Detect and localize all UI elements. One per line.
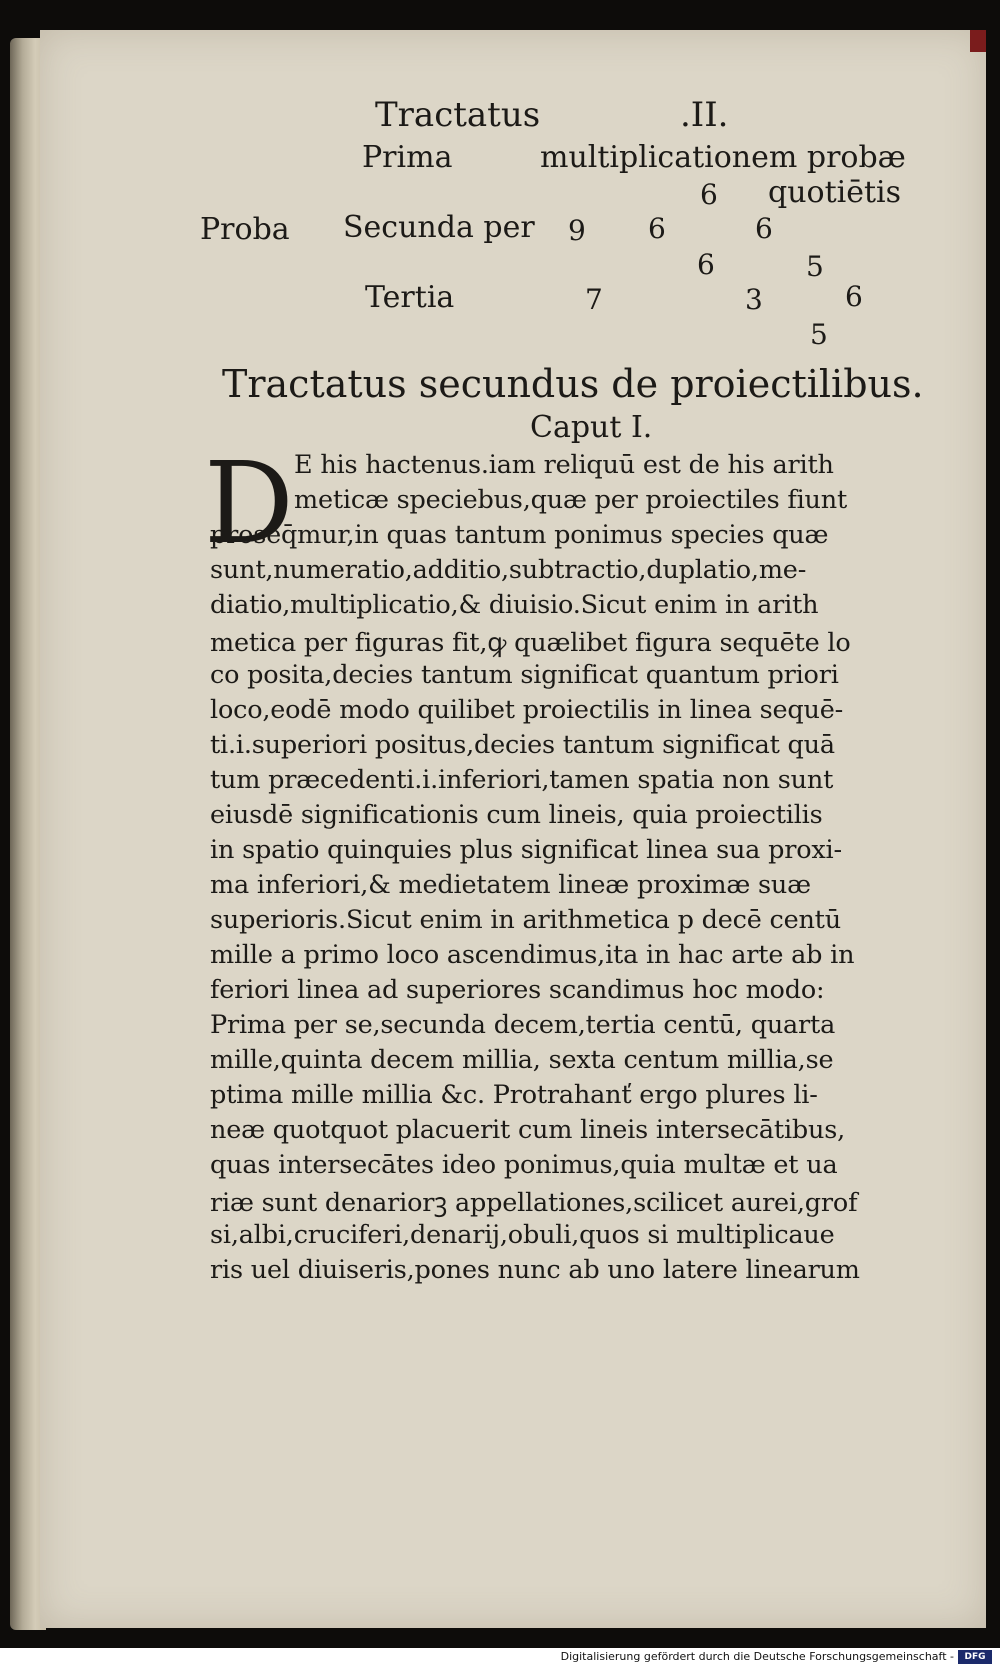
body-line: mille a primo loco ascendimus,ita in hac arte ab in [210,940,855,970]
body-line: eiusdē significationis cum lineis, quia proiectilis [210,800,823,830]
proba-digit: 5 [806,250,824,283]
body-line: ptima mille millia &c. Protrahanť ergo plures li- [210,1080,818,1110]
body-line: si,albi,cruciferi,denarij,obuli,quos si multiplicaue [210,1220,835,1250]
drop-cap: D [204,439,294,569]
body-line: in spatio quinquies plus significat linea sua proxi- [210,835,842,865]
proba-margin-label: Proba [200,212,290,247]
proba-row3-label: Tertia [365,280,455,315]
body-line: neæ quotquot placuerit cum lineis intersecātibus, [210,1115,846,1145]
body-line: mille,quinta decem millia, sexta centum millia,se [210,1045,834,1075]
body-line: meticæ speciebus,quæ per proiectiles fiunt [294,485,848,515]
proba-quotiens: quotiētis [768,175,902,210]
body-line: ris uel diuiseris,pones nunc ab uno latere linearum [210,1255,860,1285]
body-line: ma inferiori,& medietatem lineæ proximæ suæ [210,870,811,900]
proba-digit: 6 [648,212,666,245]
proba-digit: 6 [845,280,863,313]
proba-digit: 7 [585,283,603,316]
body-line: superioris.Sicut enim in arithmetica p decē centū [210,905,841,935]
proba-row1-text: multiplicationem probæ [540,140,906,175]
proba-digit: 5 [810,318,828,351]
body-line: sunt,numeratio,additio,subtractio,duplatio,me- [210,555,807,585]
page-number: .II. [680,95,729,135]
body-line: metica per figuras fit,ꝙ quælibet figura sequēte lo [210,628,851,658]
chapter-heading: Caput I. [530,410,653,445]
body-line: feriori linea ad superiores scandimus hoc modo: [210,975,825,1005]
running-title: Tractatus [375,95,541,135]
body-line: Prima per se,secunda decem,tertia centū, quarta [210,1010,836,1040]
proba-row2-label: Secunda per [343,210,535,245]
body-line: E his hactenus.iam reliquū est de his arith [294,450,834,480]
body-line: quas intersecātes ideo ponimus,quia multæ et ua [210,1150,838,1180]
body-line: riæ sunt denariorꝫ appellationes,scilicet aurei,grof [210,1188,858,1218]
body-line: proseq̄mur,in quas tantum ponimus species quæ [210,520,829,550]
body-line: ti.i.superiori positus,decies tantum significat quā [210,730,835,760]
proba-row1-label: Prima [362,140,453,175]
body-line: loco,eodē modo quilibet proiectilis in linea sequē- [210,695,844,725]
body-line: diatio,multiplicatio,& diuisio.Sicut enim in arith [210,590,819,620]
footer-credit: Digitalisierung gefördert durch die Deutsche Forschungsgemeinschaft - [560,1650,954,1663]
body-line: tum præcedenti.i.inferiori,tamen spatia non sunt [210,765,834,795]
body-line: co posita,decies tantum significat quantum priori [210,660,839,690]
bookmark-tab [970,30,986,52]
proba-digit: 6 [700,178,718,211]
dfg-logo-icon: DFG [958,1650,992,1664]
section-title: Tractatus secundus de proiectilibus. [222,362,924,406]
proba-digit: 3 [745,283,763,316]
proba-digit: 6 [697,248,715,281]
proba-digit: 9 [568,214,586,247]
proba-digit: 6 [755,212,773,245]
